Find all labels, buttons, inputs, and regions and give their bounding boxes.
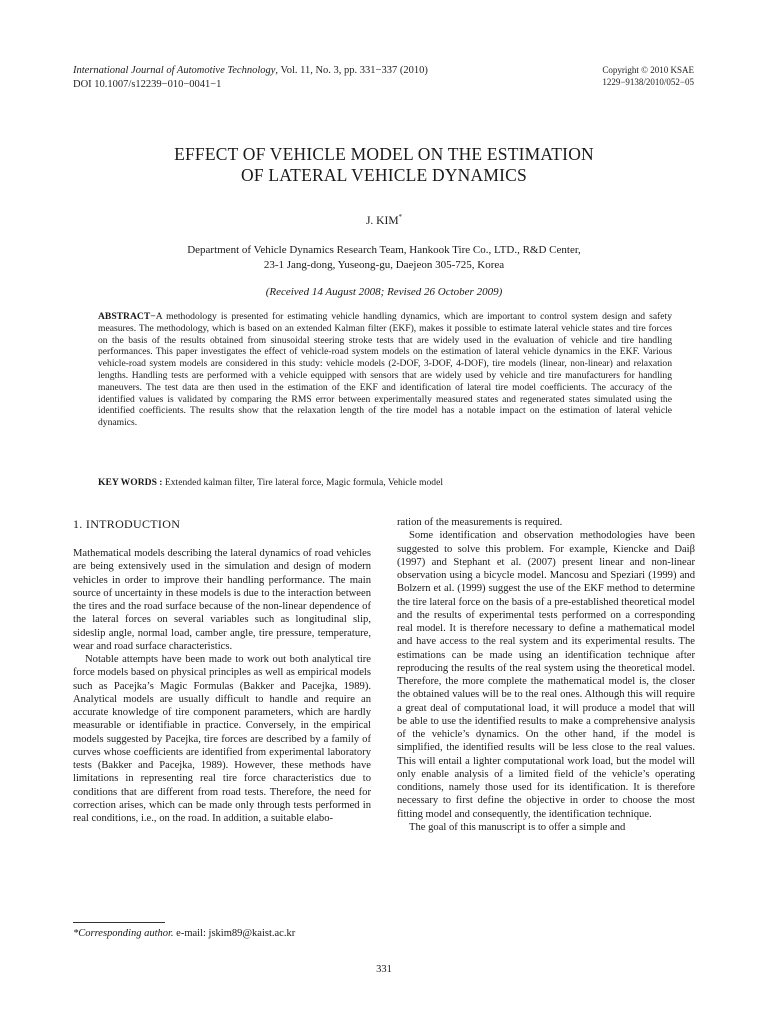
doi: DOI 10.1007/s12239−010−0041−1 <box>73 79 222 90</box>
keywords-label: KEY WORDS : <box>98 477 163 488</box>
paper-title <box>73 144 695 186</box>
page-number: 331 <box>376 964 392 975</box>
title-line-1: EFFECT OF VEHICLE MODEL ON THE ESTIMATION <box>174 144 594 164</box>
affiliation-line-2: 23-1 Jang-dong, Yuseong-gu, Daejeon 305-725, Korea <box>263 259 505 271</box>
left-column <box>73 517 371 825</box>
keywords <box>98 477 672 488</box>
footnote <box>73 928 295 939</box>
paragraph: Mathematical models describing the lateral dynamics of road vehicles are being extensively used in the simulation and design of modern vehicles in order to improve their handling performance. The main source of uncertainty in these models is due to the interaction between the tires and the road surface because of the non-linear dependence of the lateral forces on several variables such as longitudinal slip, sideslip angle, normal load, camber angle, tire pressure, temperature, wear and road surface characteristics. <box>73 548 372 652</box>
copyright: Copyright © 2010 KSAE <box>602 65 694 75</box>
journal-header <box>73 64 428 92</box>
citation-details: , Vol. 11, No. 3, pp. 331−337 (2010) <box>275 65 428 76</box>
footnote-divider <box>73 922 165 923</box>
author <box>73 213 695 227</box>
keywords-text: Extended kalman filter, Tire lateral force, Magic formula, Vehicle model <box>162 477 443 488</box>
paragraph: The goal of this manuscript is to offer a simple and <box>409 821 626 833</box>
footnote-label: *Corresponding author. <box>73 928 174 939</box>
title-line-2: OF LATERAL VEHICLE DYNAMICS <box>241 165 527 185</box>
issn: 1229−9138/2010/052−05 <box>602 77 694 87</box>
abstract-label: ABSTRACT− <box>98 311 156 322</box>
paragraph: ration of the measurements is required. <box>397 517 563 528</box>
author-name: J. KIM <box>365 214 399 227</box>
received-dates: (Received 14 August 2008; Revised 26 October 2009) <box>265 286 503 298</box>
section-heading: 1. INTRODUCTION <box>73 517 181 531</box>
affiliation <box>73 243 695 273</box>
affiliation-line-1: Department of Vehicle Dynamics Research Team, Hankook Tire Co., LTD., R&D Center, <box>187 244 581 256</box>
abstract <box>98 311 672 429</box>
copyright-header <box>602 64 694 88</box>
paragraph: Some identification and observation methodologies have been suggested to solve this problem. For example, Kiencke and Daiβ (1997) and Stephant et al. (2007) present linear and non-linear observation using a bicycle model. Mancosu and Speziari (1999) and Bolzern et al. (1999) suggest the use of the EKF method to determine the tire lateral force on the basis of a pre-established theoretical model and the results of experimental tests performed on a corresponding real model. It is therefore necessary to define a mathematical model and have access to the real system and its experimental results. The estimations can be made using an identification technique after reproducing the results of the real system using the theoretical model. Therefore, the more complete the mathematical model is, the closer the obtained values will be to the real ones. Although this will require a great deal of computational load, it will produce a model that will be able to use the identified results to make a comprehensive analysis of the vehicle’s dynamics. On the other hand, if the model is simplified, the identified results will be less close to the real values. This will entail a lighter computational work load, but the model will only enable analysis of a limited field of the vehicle’s operating conditions, namely those used for its identification. It is therefore necessary to first define the objective in order to choose the most fitting model and consequently, the identification technique. <box>397 530 695 820</box>
paragraph: Notable attempts have been made to work out both analytical tire force models based on physical principles as well as empirical models such as Pacejka’s Magic Formulas (Bakker and Pacejka, 1989). Analytical models are usually difficult to handle and require an accurate knowledge of tire component parameters, which are hardly measurable or identifiable in practice. Conversely, in the empirical models suggested by Pacejka, tire forces are described by a family of curves whose coefficients are identified from experimental laboratory tests (Bakker and Pacejka, 1989). However, these methods have limitations in representing real tire force characteristics due to conditions that are different from road tests. Therefore, the need for correction arises, which can be made only through tests performed in real conditions, i.e., on the road. In addition, a suitable elabo- <box>73 654 371 824</box>
journal-name: International Journal of Automotive Technology <box>73 65 276 76</box>
journal-citation <box>73 64 428 78</box>
right-column <box>397 516 695 834</box>
footnote-text: e-mail: jskim89@kaist.ac.kr <box>173 928 296 939</box>
corresponding-mark: * <box>398 213 403 221</box>
abstract-text: A methodology is presented for estimating vehicle handling dynamics, which are important to control system design and safety measures. The methodology, which is based on an extended Kalman filter (EKF), makes it possible to estimate lateral vehicle states and tire forces on the basis of the results obtained from sinusoidal steering stroke tests that are widely used in the evaluation of vehicle and tire handling performances. This paper investigates the effect of vehicle-road system models on the estimation of lateral vehicle dynamics in the EKF. Various vehicle-road system models are considered in this study: vehicle models (2-DOF, 3-DOF, 4-DOF), tire models (linear, non-linear) and relaxation lengths. Handling tests are performed with a vehicle equipped with sensors that are widely used by vehicle and tire manufacturers for handling maneuvers. The test data are then used in the estimation of the EKF and identification of lateral tire model coefficients. The accuracy of the identified values is validated by comparing the RMS error between experimentally measured states and regenerated states simulated using the identified coefficients. The results show that the relaxation length of the tire model has a notable impact on the estimation of lateral vehicle dynamics. <box>98 311 672 429</box>
